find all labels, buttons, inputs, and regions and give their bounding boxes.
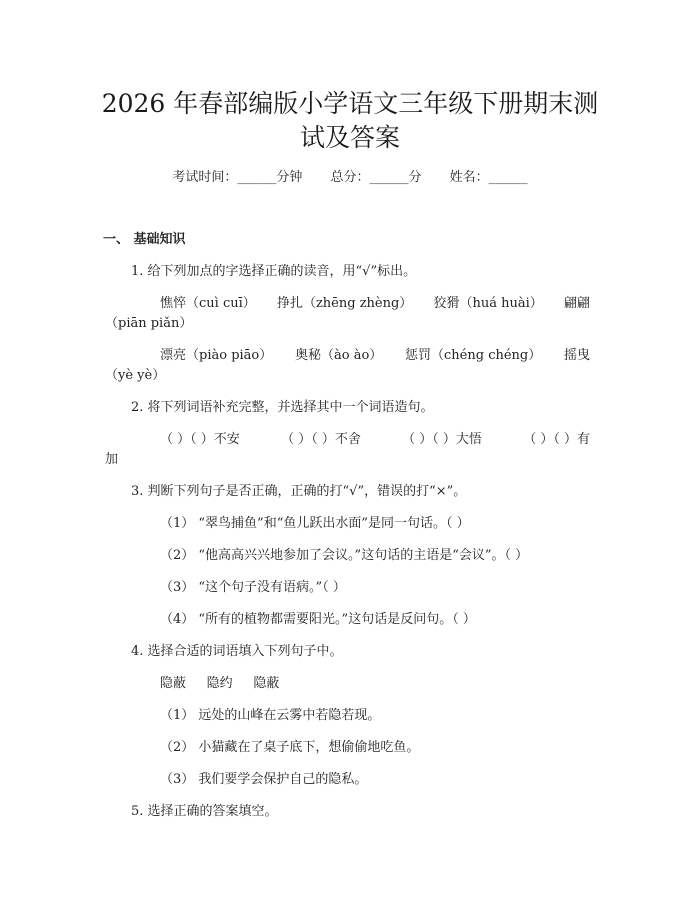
pinyin-option: 挣扎（zhēng zhèng） (276, 296, 413, 311)
question-5-stem: 5. 选择正确的答案填空。 (131, 804, 278, 819)
question-3-item: （1） “翠鸟捕鱼”和“鱼儿跃出水面”是同一句话。（ ） (160, 516, 470, 531)
student-name: 姓名：______ (449, 170, 528, 185)
question-1-row-2-wrap: （yè yè） (105, 368, 166, 383)
question-4-stem: 4. 选择合适的词语填入下列句子中。 (131, 644, 343, 659)
pinyin-option: 摇曳 (563, 348, 590, 363)
question-1-row-2 (160, 346, 590, 366)
idiom-blank: （ ）（ ）不安 (160, 432, 240, 447)
question-2-stem: 2. 将下列词语补充完整，并选择其中一个词语造句。 (131, 400, 434, 415)
pinyin-option: 惩罚（chéng chéng） (405, 348, 542, 363)
question-3-item: （2） “他高高兴兴地参加了会议。”这句话的主语是“会议”。（ ） (160, 548, 529, 563)
exam-title-line-2: 试及答案 (299, 123, 400, 152)
question-3-item: （3） “这个句子没有语病。”（ ） (160, 580, 346, 595)
question-4-item: （2） 小猫藏在了桌子底下，想偷偷地吃鱼。 (160, 740, 420, 755)
question-4-item: （1） 远处的山峰在云雾中若隐若现。 (160, 708, 381, 723)
idiom-blank: （ ）（ ）大悟 (402, 432, 482, 447)
question-1-stem: 1. 给下列加点的字选择正确的读音，用“√”标出。 (131, 264, 417, 279)
pinyin-option: 翩翩 (563, 296, 590, 311)
section-heading: 一、 基础知识 (103, 232, 186, 247)
exam-time: 考试时间：______分钟 (172, 170, 303, 185)
idiom-blank: （ ）（ ）有 (523, 432, 590, 447)
pinyin-option: 狡猾（huá huài） (433, 296, 543, 311)
idiom-blank: （ ）（ ）不舍 (281, 432, 361, 447)
question-3-item: （4） “所有的植物都需要阳光。”这句话是反问句。（ ） (160, 612, 476, 627)
question-4-item: （3） 我们要学会保护自己的隐私。 (160, 772, 368, 787)
question-2-row-wrap: 加 (105, 452, 119, 467)
question-3-stem: 3. 判断下列句子是否正确，正确的打“√”，错误的打“×”。 (131, 484, 467, 499)
pinyin-option: 憔悴（cuì cuī） (160, 296, 256, 311)
question-2-row (160, 430, 590, 450)
question-1-row-1-wrap: （piān piǎn） (105, 316, 193, 331)
pinyin-option: 奥秘（ào ào） (294, 348, 383, 363)
exam-title-line-1: 2026 年春部编版小学语文三年级下册期末测 (101, 89, 599, 118)
exam-meta (0, 168, 700, 188)
exam-score: 总分：______分 (330, 170, 422, 185)
pinyin-option: 漂亮（piào piāo） (160, 348, 273, 363)
question-1-row-1 (160, 294, 590, 314)
question-4-options: 隐蔽 隐约 隐蔽 (160, 676, 280, 691)
